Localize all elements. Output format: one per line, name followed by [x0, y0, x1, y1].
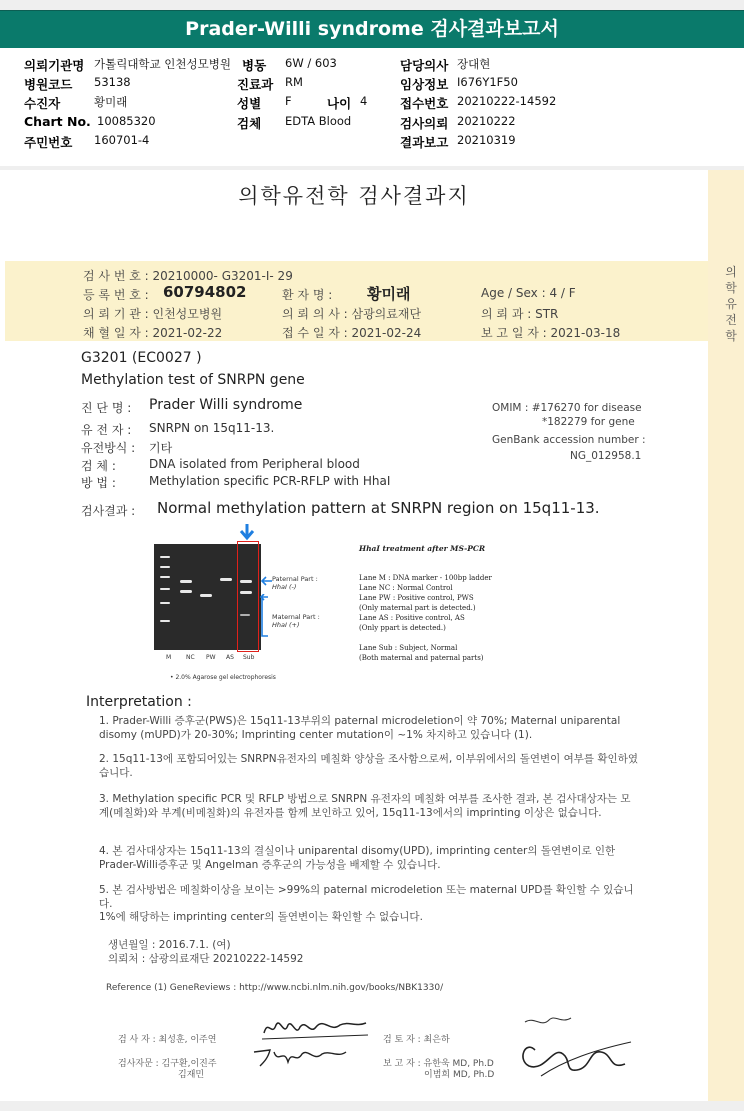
- test-code: G3201 (EC0027 ): [81, 350, 202, 366]
- report-label: 결과보고: [400, 135, 449, 150]
- genbank-label: GenBank accession number :: [492, 434, 646, 446]
- institution-label: 의뢰기관명: [24, 58, 85, 73]
- specimen-type-label: 검 체 :: [81, 459, 116, 473]
- ward-value: 6W / 603: [285, 56, 337, 70]
- omim-disease: OMIM : #176270 for disease: [492, 402, 642, 414]
- signature-image: [505, 1010, 635, 1080]
- reference: Reference (1) GeneReviews : http://www.ncbi.nlm.nih.gov/books/NBK1330/: [106, 983, 444, 993]
- side-vertical-label: 의 학 유 전 학: [725, 265, 737, 343]
- gel-band: [160, 566, 170, 568]
- dept-value: RM: [285, 75, 303, 89]
- gel-band: [160, 576, 170, 578]
- sheet-header: [5, 261, 708, 341]
- result-value: Normal methylation pattern at SNRPN region on 15q11-13.: [157, 499, 600, 517]
- lane-label: AS: [226, 654, 234, 661]
- info-row: [0, 133, 744, 152]
- code-value: 53138: [94, 75, 131, 89]
- maternal-label: Maternal Part :: [272, 613, 320, 621]
- sheet-doctor: 의 뢰 의 사 : 삼광의료재단: [282, 307, 422, 321]
- age-sex: Age / Sex : 4 / F: [481, 286, 576, 300]
- gel-band: [200, 594, 212, 597]
- inherit-label: 유전방식 :: [81, 441, 136, 455]
- legend-line: (Only maternal part is detected.): [359, 604, 476, 612]
- bracket-arrow-icon: [258, 594, 272, 640]
- sheet-institution: 의 뢰 기 관 : 인천성모병원: [83, 307, 223, 321]
- name-value: 황미래: [367, 285, 411, 303]
- tester-staff-2: 김재민: [178, 1070, 205, 1080]
- inherit-value: 기타: [149, 441, 173, 455]
- reviewer: 검 토 자 : 최은하: [383, 1035, 450, 1045]
- gel-band: [180, 580, 192, 583]
- tester-staff: 검사자문 : 김구환,이진주: [118, 1059, 217, 1069]
- interpretation-item: 3. Methylation specific PCR 및 RFLP 방법으로 SNRPN 유전자의 메칠화 여부를 조사한 결과, 본 검사대상자는 모계(메칠화)와 부계(비메칠화)의 유전자를 함께 보인하고 있어, 15q11-13에서의 imprinting 이상은 없습니다.: [99, 793, 631, 819]
- interpretation-item: 5. 본 검사방법은 메칠화이상을 보이는 >99%의 paternal microdeletion 또는 maternal UPD를 확인할 수 있습니다.: [99, 884, 634, 910]
- chart-label: Chart No.: [24, 114, 91, 129]
- interpretation-item: 1. Prader-Willi 증후군(PWS)은 15q11-13부위의 paternal microdeletion이 약 70%; Maternal uniparental disomy (mUPD)가 20-30%; Imprinting center mutation이 ~1% 차지하고 있습니다 (1).: [99, 715, 621, 741]
- omim-gene: *182279 for gene: [542, 416, 635, 428]
- receipt-value: 20210222-14592: [457, 94, 557, 108]
- info-row: [0, 56, 744, 75]
- test-number: 검 사 번 호 : 20210000- G3201-I- 29: [83, 269, 293, 283]
- request-value: 20210222: [457, 114, 516, 128]
- method-value: Methylation specific PCR-RFLP with HhaI: [149, 474, 391, 488]
- signature-image: [250, 1044, 350, 1070]
- genbank-value: NG_012958.1: [570, 450, 642, 462]
- lane-label: PW: [206, 654, 216, 661]
- lane-label: M: [166, 654, 172, 661]
- chart-value: 10085320: [97, 114, 156, 128]
- age-label: 나이: [327, 96, 352, 111]
- patient-info-panel: [0, 48, 744, 166]
- clinical-label: 임상정보: [400, 77, 449, 92]
- doctor-label: 담당의사: [400, 58, 449, 73]
- paternal-enzyme: HhaI (-): [272, 583, 297, 591]
- sheet-dept: 의 뢰 과 : STR: [481, 307, 559, 321]
- subject-lane-highlight: [237, 541, 259, 652]
- age-value: 4: [360, 94, 368, 108]
- legend-line: Lane M : DNA marker - 100bp ladder: [359, 574, 492, 582]
- interpretation-title: Interpretation :: [86, 694, 192, 710]
- legend-line: Lane AS : Positive control, AS: [359, 614, 465, 622]
- gel-band: [160, 556, 170, 558]
- reg-label: 등 록 번 호 :: [83, 288, 149, 302]
- specimen-value: EDTA Blood: [285, 114, 352, 128]
- reg-value: 60794802: [163, 283, 247, 301]
- dept-label: 진료과: [237, 77, 274, 92]
- report-date: 보 고 일 자 : 2021-03-18: [481, 326, 621, 340]
- name-label: 환 자 명 :: [282, 288, 333, 302]
- maternal-enzyme: HhaI (+): [272, 621, 300, 629]
- info-row: [0, 75, 744, 94]
- legend-line: Lane NC : Normal Control: [359, 584, 453, 592]
- arrow-down-icon: [238, 524, 256, 542]
- request-label: 검사의뢰: [400, 116, 449, 131]
- interpretation-item: 2. 15q11-13에 포함되어있는 SNRPN유전자의 메칠화 양상을 조사함으로써, 이부위에서의 돌연변이 여부를 확인하였습니다.: [99, 753, 638, 779]
- specimen-label: 검체: [237, 116, 262, 131]
- legend-line: (Both maternal and paternal parts): [359, 654, 484, 662]
- id-label: 주민번호: [24, 135, 73, 150]
- reporter: 보 고 자 : 유한욱 MD, Ph.D: [383, 1059, 494, 1069]
- patient-label: 수진자: [24, 96, 61, 111]
- gene-label: 유 전 자 :: [81, 423, 132, 437]
- receive-date: 접 수 일 자 : 2021-02-24: [282, 326, 422, 340]
- gel-caption: • 2.0% Agarose gel electrophoresis: [170, 674, 276, 681]
- result-label: 검사결과 :: [81, 504, 136, 518]
- info-row: [0, 114, 744, 133]
- referral-source: 의뢰처 : 삼광의료재단 20210222-14592: [108, 953, 304, 965]
- lane-label: NC: [186, 654, 195, 661]
- diagnosis-label: 진 단 명 :: [81, 401, 132, 415]
- info-row: [0, 94, 744, 113]
- report-title: Prader-Willi syndrome 검사결과보고서: [185, 18, 559, 40]
- report-value: 20210319: [457, 133, 516, 147]
- gene-value: SNRPN on 15q11-13.: [149, 421, 275, 435]
- institution-value: 가톨릭대학교 인천성모병원: [94, 57, 231, 71]
- clinical-value: I676Y1F50: [457, 75, 518, 89]
- gel-band: [220, 578, 232, 581]
- specimen-type-value: DNA isolated from Peripheral blood: [149, 457, 360, 471]
- sheet-title: 의학유전학 검사결과지: [238, 184, 470, 208]
- doctor-value: 장대현: [457, 57, 491, 71]
- id-value: 160701-4: [94, 133, 150, 147]
- legend-line: Lane PW : Positive control, PWS: [359, 594, 474, 602]
- sex-label: 성별: [237, 96, 262, 111]
- paternal-label: Paternal Part :: [272, 575, 318, 583]
- receipt-label: 접수번호: [400, 96, 449, 111]
- gel-band: [160, 602, 170, 604]
- report-banner: [0, 10, 744, 49]
- gel-band: [160, 588, 170, 590]
- ward-label: 병동: [242, 58, 267, 73]
- legend-line: Lane Sub : Subject, Normal: [359, 644, 458, 652]
- gel-band: [160, 620, 170, 622]
- gel-band: [180, 590, 192, 593]
- birth-date: 생년월일 : 2016.7.1. (여): [108, 939, 231, 951]
- interpretation-item: 1%에 해당하는 imprinting center의 돌연변이는 확인할 수 없습니다.: [99, 911, 423, 923]
- method-label: 방 법 :: [81, 476, 116, 490]
- test-name: Methylation test of SNRPN gene: [81, 372, 305, 388]
- code-label: 병원코드: [24, 77, 73, 92]
- reporter-2: 이범희 MD, Ph.D: [424, 1070, 495, 1080]
- collect-date: 채 혈 일 자 : 2021-02-22: [83, 326, 223, 340]
- diagnosis-value: Prader Willi syndrome: [149, 397, 303, 413]
- patient-value: 황미래: [94, 95, 128, 109]
- result-sheet: [0, 170, 744, 1101]
- sex-value: F: [285, 94, 292, 108]
- signature-image: [258, 1015, 370, 1043]
- interpretation-item: 4. 본 검사대상자는 15q11-13의 결실이나 uniparental disomy(UPD), imprinting center의 돌연변이로 인한 Prader-Willi증후군 및 Angelman 증후군의 가능성을 배제할 수 있습니다.: [99, 845, 616, 871]
- legend-title: HhaI treatment after MS-PCR: [359, 544, 486, 553]
- lane-label: Sub: [243, 654, 255, 661]
- legend-line: (Only ppart is detected.): [359, 624, 446, 632]
- tester: 검 사 자 : 최성훈, 이주연: [118, 1035, 217, 1045]
